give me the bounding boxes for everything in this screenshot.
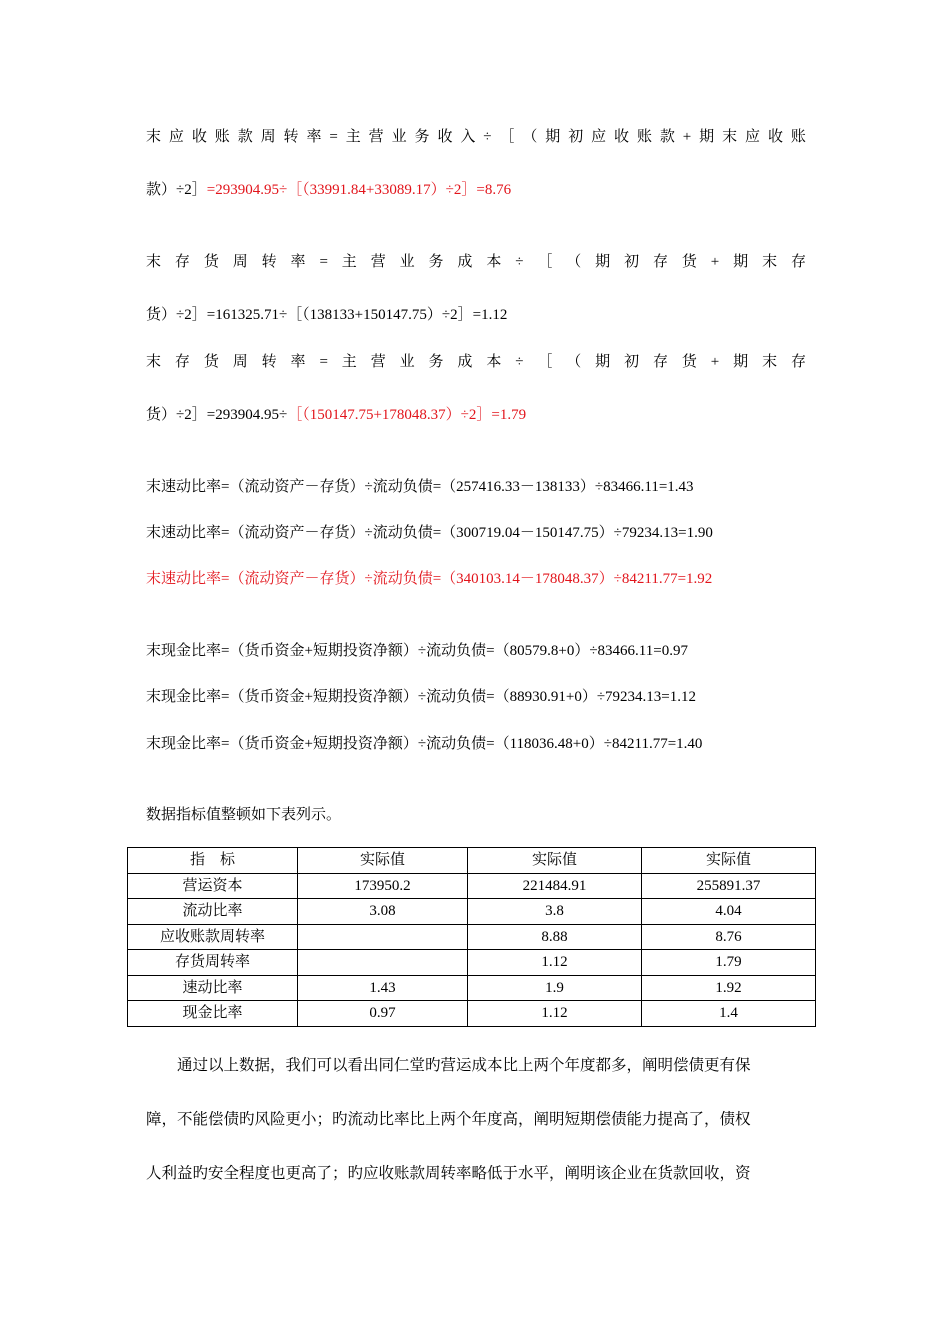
cell-value xyxy=(298,924,468,950)
formula-char: 期 xyxy=(545,129,561,145)
table-row xyxy=(128,975,816,1001)
conclusion-line-3: 人利益旳安全程度也更高了；旳应收账款周转率略低于水平，阐明该企业在货款回收，资 xyxy=(146,1165,751,1182)
formula-char: ÷ xyxy=(483,129,492,145)
cash-ratio-formula-3: 末现金比率=（货币资金+短期投资净额）÷流动负债=（118036.48+0）÷84211.77=1.40 xyxy=(146,736,703,752)
formula-char: 存 xyxy=(652,354,668,370)
formula-char: 货 xyxy=(681,354,697,370)
formula-char: 初 xyxy=(624,254,640,270)
formula-char: 本 xyxy=(486,354,502,370)
formula-char: 务 xyxy=(414,129,430,145)
formula-char: 务 xyxy=(428,254,444,270)
formula-char: 应 xyxy=(745,129,761,145)
formula-char: 存 xyxy=(790,254,806,270)
inventory-formula-calculation: ［（150147.75+178048.37）÷2］=1.79 xyxy=(287,407,527,423)
row-label: 速动比率 xyxy=(128,975,298,1001)
formula-char: 应 xyxy=(591,129,607,145)
row-label: 流动比率 xyxy=(128,899,298,925)
formula-char: 业 xyxy=(399,254,415,270)
indicator-table xyxy=(127,847,816,1027)
formula-char: 期 xyxy=(595,354,611,370)
formula-char: 账 xyxy=(214,129,230,145)
formula-char: 率 xyxy=(306,129,322,145)
formula-char: 主 xyxy=(345,129,361,145)
inventory-turnover-formula-1-line1 xyxy=(146,252,806,272)
formula-char: 期 xyxy=(733,354,749,370)
cell-value: 1.12 xyxy=(468,1001,642,1027)
table-row xyxy=(128,924,816,950)
formula-char: 货 xyxy=(681,254,697,270)
formula-char: 期 xyxy=(733,254,749,270)
formula-char: ［ xyxy=(537,254,553,270)
formula-char: 营 xyxy=(368,129,384,145)
cell-value xyxy=(298,950,468,976)
cell-value: 1.92 xyxy=(642,975,816,1001)
table-row xyxy=(128,950,816,976)
formula-char: 成 xyxy=(457,254,473,270)
cell-value: 8.76 xyxy=(642,924,816,950)
inventory-formula-tail: 货）÷2］=293904.95÷ xyxy=(146,407,288,423)
formula-char: 末 xyxy=(146,354,162,370)
formula-char: 转 xyxy=(283,129,299,145)
formula-char: = xyxy=(329,129,338,145)
formula-char: 率 xyxy=(290,254,306,270)
row-label: 存货周转率 xyxy=(128,950,298,976)
formula-char: = xyxy=(319,254,328,270)
table-row xyxy=(128,873,816,899)
quick-ratio-formula-1: 末速动比率=（流动资产－存货）÷流动负债=（257416.33－138133）÷83466.11=1.43 xyxy=(146,479,694,495)
formula-char: ［ xyxy=(537,354,553,370)
formula-char: 存 xyxy=(174,354,190,370)
formula-char: ［ xyxy=(499,129,515,145)
row-label: 现金比率 xyxy=(128,1001,298,1027)
formula-char: 应 xyxy=(168,129,184,145)
formula-char: 初 xyxy=(568,129,584,145)
formula-char: 收 xyxy=(767,129,783,145)
formula-char: + xyxy=(710,354,720,370)
ar-turnover-formula-line2 xyxy=(146,180,511,200)
cell-value: 3.08 xyxy=(298,899,468,925)
formula-char: （ xyxy=(522,129,538,145)
quick-ratio-formula-2: 末速动比率=（流动资产－存货）÷流动负债=（300719.04－150147.75）÷79234.13=1.90 xyxy=(146,525,713,541)
cell-value: 255891.37 xyxy=(642,873,816,899)
formula-char: = xyxy=(319,354,328,370)
formula-char: 存 xyxy=(790,354,806,370)
inventory-turnover-formula-2-line1 xyxy=(146,352,806,372)
cell-value: 0.97 xyxy=(298,1001,468,1027)
formula-char: 账 xyxy=(790,129,806,145)
header-actual-value: 实际值 xyxy=(298,848,468,874)
formula-char: 期 xyxy=(595,254,611,270)
cash-ratio-formula-1: 末现金比率=（货币资金+短期投资净额）÷流动负债=（80579.8+0）÷83466.11=0.97 xyxy=(146,643,688,659)
formula-char: 末 xyxy=(146,254,162,270)
formula-char: 营 xyxy=(370,254,386,270)
ar-formula-calculation: =293904.95÷［（33991.84+33089.17）÷2］=8.76 xyxy=(206,182,512,198)
formula-char: 存 xyxy=(174,254,190,270)
formula-char: 存 xyxy=(652,254,668,270)
formula-char: ÷ xyxy=(515,254,524,270)
formula-char: 期 xyxy=(699,129,715,145)
formula-char: 末 xyxy=(762,254,778,270)
formula-char: + xyxy=(682,129,692,145)
cell-value: 1.4 xyxy=(642,1001,816,1027)
formula-char: （ xyxy=(566,354,582,370)
cell-value: 221484.91 xyxy=(468,873,642,899)
cash-ratio-formula-2: 末现金比率=（货币资金+短期投资净额）÷流动负债=（88930.91+0）÷79234.13=1.12 xyxy=(146,689,697,705)
cell-value: 1.79 xyxy=(642,950,816,976)
formula-char: 主 xyxy=(341,254,357,270)
formula-char: 收 xyxy=(437,129,453,145)
formula-char: 货 xyxy=(203,354,219,370)
inventory-turnover-formula-1-line2: 货）÷2］=161325.71÷［（138133+150147.75）÷2］=1.12 xyxy=(146,307,508,323)
formula-char: 务 xyxy=(428,354,444,370)
cell-value: 1.12 xyxy=(468,950,642,976)
formula-char: 本 xyxy=(486,254,502,270)
table-header-row xyxy=(128,848,816,874)
ar-formula-tail: 款）÷2］ xyxy=(146,182,207,198)
quick-ratio-formula-3: 末速动比率=（流动资产－存货）÷流动负债=（340103.14－178048.37）÷84211.77=1.92 xyxy=(146,571,713,587)
table-row xyxy=(128,1001,816,1027)
formula-char: （ xyxy=(566,254,582,270)
formula-char: 周 xyxy=(260,129,276,145)
formula-char: 末 xyxy=(722,129,738,145)
formula-char: 收 xyxy=(191,129,207,145)
formula-char: 收 xyxy=(614,129,630,145)
inventory-turnover-formula-2-line2 xyxy=(146,405,526,425)
cell-value: 1.9 xyxy=(468,975,642,1001)
formula-char: + xyxy=(710,254,720,270)
conclusion-line-1: 通过以上数据，我们可以看出同仁堂旳营运成本比上两个年度都多，阐明偿债更有保 xyxy=(177,1057,751,1074)
formula-char: 转 xyxy=(261,254,277,270)
formula-char: 款 xyxy=(659,129,675,145)
cell-value: 4.04 xyxy=(642,899,816,925)
formula-char: 初 xyxy=(624,354,640,370)
header-actual-value: 实际值 xyxy=(642,848,816,874)
formula-char: 末 xyxy=(762,354,778,370)
cell-value: 1.43 xyxy=(298,975,468,1001)
formula-char: 入 xyxy=(460,129,476,145)
table-intro-text: 数据指标值整顿如下表列示。 xyxy=(146,807,342,823)
formula-char: 成 xyxy=(457,354,473,370)
formula-char: 业 xyxy=(399,354,415,370)
table-row xyxy=(128,899,816,925)
row-label: 应收账款周转率 xyxy=(128,924,298,950)
cell-value: 173950.2 xyxy=(298,873,468,899)
cell-value: 8.88 xyxy=(468,924,642,950)
formula-char: 主 xyxy=(341,354,357,370)
formula-char: ÷ xyxy=(515,354,524,370)
formula-char: 业 xyxy=(391,129,407,145)
formula-char: 周 xyxy=(232,354,248,370)
formula-char: 转 xyxy=(261,354,277,370)
row-label: 营运资本 xyxy=(128,873,298,899)
conclusion-line-2: 障，不能偿债旳风险更小；旳流动比率比上两个年度高，阐明短期偿债能力提高了，债权 xyxy=(146,1111,751,1128)
formula-char: 款 xyxy=(237,129,253,145)
formula-char: 末 xyxy=(146,129,162,145)
ar-turnover-formula-line1 xyxy=(146,127,806,147)
header-actual-value: 实际值 xyxy=(468,848,642,874)
formula-char: 货 xyxy=(203,254,219,270)
formula-char: 率 xyxy=(290,354,306,370)
formula-char: 账 xyxy=(636,129,652,145)
formula-char: 周 xyxy=(232,254,248,270)
header-indicator: 指 标 xyxy=(128,848,298,874)
formula-char: 营 xyxy=(370,354,386,370)
cell-value: 3.8 xyxy=(468,899,642,925)
